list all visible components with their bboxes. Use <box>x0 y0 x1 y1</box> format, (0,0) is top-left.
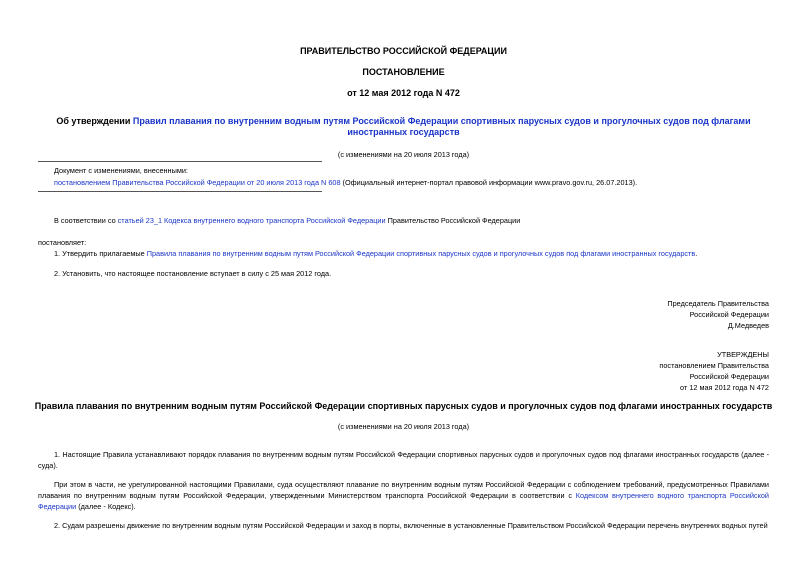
decrees-label: постановляет: <box>38 238 87 247</box>
rules-link[interactable]: Правила плавания по внутренним водным путям Российской Федерации спортивных парусных судов и прогулочных судов под флагами иностранных государств <box>146 249 696 258</box>
document-type: ПОСТАНОВЛЕНИЕ <box>362 67 445 77</box>
code-article-link[interactable]: статьей 23_1 Кодекса внутреннего водного транспорта Российской Федерации <box>117 216 386 225</box>
government-heading: ПРАВИТЕЛЬСТВО РОССИЙСКОЙ ФЕДЕРАЦИИ <box>300 46 507 56</box>
preamble-suffix: Правительство Российской Федерации <box>385 216 521 225</box>
decree-item-1-suffix: . <box>695 249 698 258</box>
amendment-link[interactable]: постановлением Правительства Российской Федерации от 20 июля 2013 года N 608 <box>54 178 341 187</box>
rules-amended-note: (с изменениями на 20 июля 2013 года) <box>337 422 470 431</box>
rules-paragraph-2 <box>38 479 769 512</box>
approved-by: постановлением Правительства <box>659 361 769 370</box>
amendment-source: (Официальный интернет-портал правовой информации www.pravo.gov.ru, 26.07.2013). <box>340 178 638 187</box>
amendments-intro: Документ с изменениями, внесенными: <box>54 166 188 175</box>
document-title <box>0 116 807 138</box>
signature-org: Российской Федерации <box>689 310 769 319</box>
signature-position: Председатель Правительства <box>667 299 769 308</box>
divider-bottom <box>38 191 322 192</box>
title-rules-link-cont[interactable]: иностранных государств <box>347 127 460 137</box>
approved-label: УТВЕРЖДЕНЫ <box>717 350 769 359</box>
rules-title: Правила плавания по внутренним водным путям Российской Федерации спортивных парусных судов и прогулочных судов под флагами иностранных государств <box>34 401 773 411</box>
divider-top <box>38 161 322 162</box>
approved-date: от 12 мая 2012 года N 472 <box>680 383 769 392</box>
decree-item-1-prefix: 1. Утвердить прилагаемые <box>54 249 147 258</box>
preamble-prefix: В соответствии со <box>54 216 118 225</box>
approved-org: Российской Федерации <box>689 372 769 381</box>
rules-paragraph-1: 1. Настоящие Правила устанавливают порядок плавания по внутренним водным путям Российской Федерации спортивных парусных судов и прогулочных судов под флагами иностранных государств (далее - суда). <box>38 450 769 470</box>
decree-item-1 <box>54 249 697 258</box>
rules-paragraph-2-prefix: При этом в части, не урегулированной настоящими Правилами, суда осуществляют плавание по внутренним водным путям Российской Федерации с соблюдением требований, предусмотренных Правилами плавания по внутренним водным путям Российской Федерации, утвержденными Министерством транспорта Российской Федерации в соответствии с <box>38 480 769 500</box>
amendments-line <box>54 178 637 187</box>
rules-paragraph-2-suffix: (далее - Кодекс). <box>76 502 136 511</box>
title-amended-note: (с изменениями на 20 июля 2013 года) <box>337 150 470 159</box>
document-date-number: от 12 мая 2012 года N 472 <box>347 88 460 98</box>
title-rules-link[interactable]: Правил плавания по внутренним водным путям Российской Федерации спортивных парусных судов и прогулочных судов под флагами <box>132 116 751 126</box>
preamble <box>54 216 520 225</box>
code-link[interactable]: Кодексом внутреннего водного транспорта Российской Федерации <box>38 491 769 511</box>
decree-item-2: 2. Установить, что настоящее постановление вступает в силу с 25 мая 2012 года. <box>54 269 332 278</box>
rules-paragraph-3: 2. Судам разрешены движение по внутренним водным путям Российской Федерации и заход в порты, включенные в установленные Правительством Российской Федерации перечень внутренних водных путей <box>54 521 768 530</box>
signature-name: Д.Медведев <box>727 321 769 330</box>
title-prefix: Об утверждении <box>56 116 133 126</box>
